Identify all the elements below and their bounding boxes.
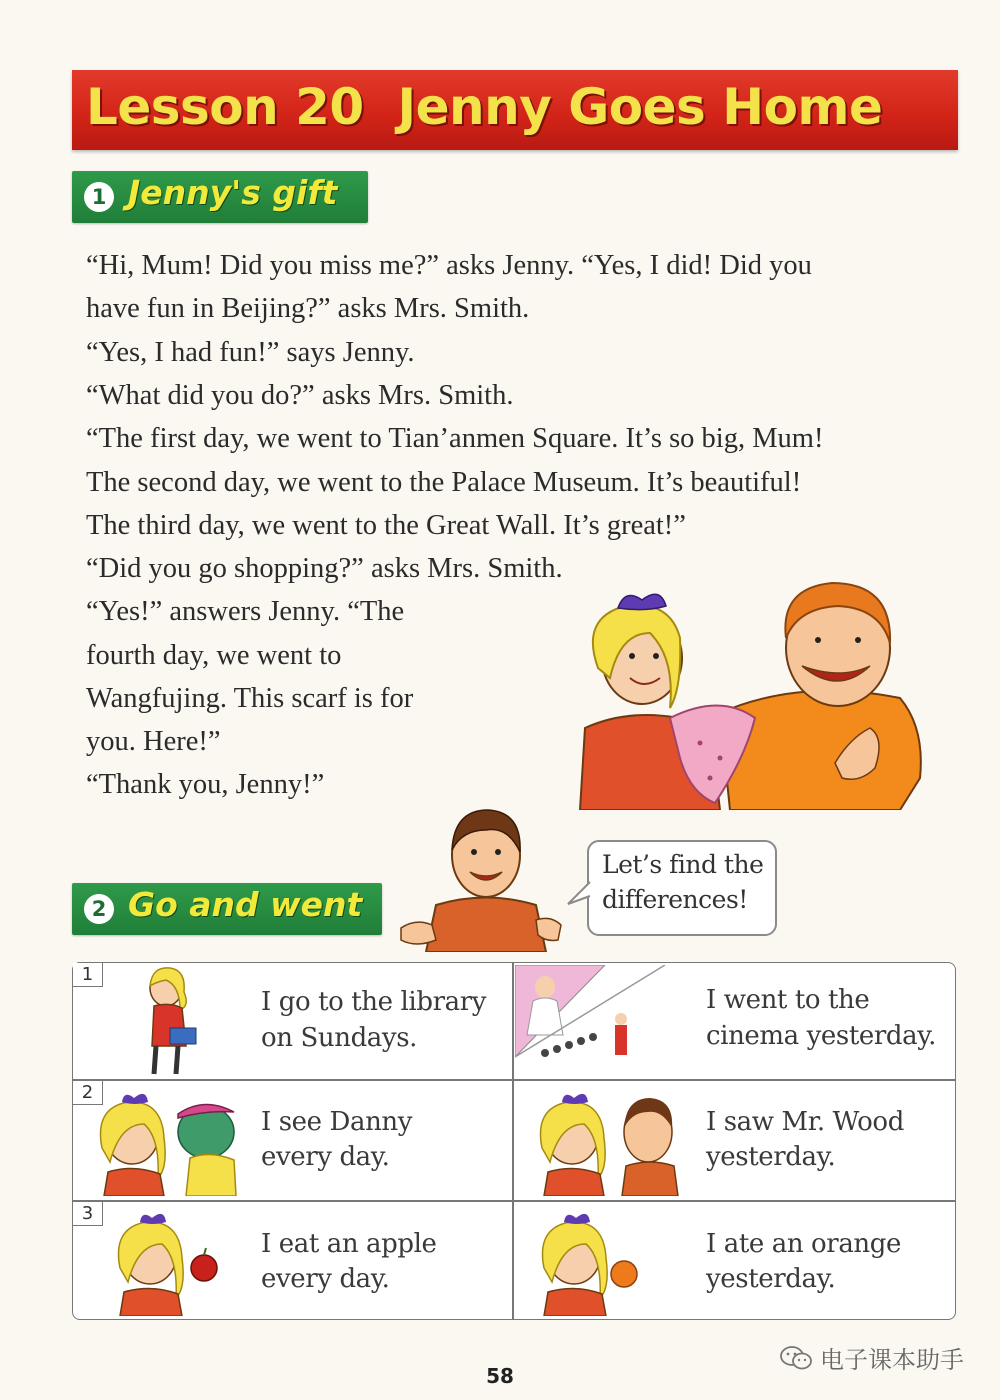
row1-left-line1: I go to the library: [261, 987, 487, 1017]
story-line: Wangfujing. This scarf is for: [86, 683, 414, 714]
row3-right-line2: yesterday.: [706, 1264, 836, 1294]
row1-left-line2: on Sundays.: [261, 1023, 418, 1053]
bubble-text: differences!: [602, 885, 748, 914]
story-line: The third day, we went to the Great Wall. It’s great!”: [86, 510, 686, 541]
row3-right-line1: I ate an orange: [706, 1229, 902, 1259]
cinema-illustration: [515, 965, 675, 1077]
section-label-go-and-went: Go and went: [128, 885, 363, 924]
row1-right-line1: I went to the: [706, 985, 870, 1015]
story-line: “Yes!” answers Jenny. “The: [86, 596, 405, 627]
table-divider: [72, 1200, 956, 1202]
story-line: “The first day, we went to Tian’anmen Square. It’s so big, Mum!: [86, 423, 824, 454]
jenny-apple-illustration: [108, 1208, 224, 1316]
row-number: 3: [73, 1202, 103, 1226]
jenny-orange-illustration: [532, 1208, 648, 1316]
story-line: have fun in Beijing?” asks Mrs. Smith.: [86, 293, 530, 324]
story-line: The second day, we went to the Palace Museum. It’s beautiful!: [86, 467, 802, 498]
story-line: fourth day, we went to: [86, 640, 342, 671]
watermark: [780, 1340, 964, 1375]
row2-left-line2: every day.: [261, 1142, 390, 1172]
row3-left-line2: every day.: [261, 1264, 390, 1294]
story-line: “Thank you, Jenny!”: [86, 769, 325, 800]
table-divider: [72, 1079, 956, 1081]
row-number: 1: [73, 963, 103, 987]
row-number: 2: [73, 1081, 103, 1105]
row2-right-line1: I saw Mr. Wood: [706, 1107, 904, 1137]
story-line: “Hi, Mum! Did you miss me?” asks Jenny. “Yes, I did! Did you: [86, 250, 812, 281]
jenny-and-mr-wood-illustration: [528, 1088, 698, 1196]
boy-illustration: [396, 800, 572, 952]
row1-right-line2: cinema yesterday.: [706, 1021, 936, 1051]
watermark-text: 电子课本助手: [820, 1346, 964, 1374]
section-label-jennys-gift: Jenny's gift: [128, 173, 338, 212]
girl-library-illustration: [130, 966, 210, 1076]
section-number-1: 1: [84, 182, 114, 212]
bubble-text: Let’s find the: [602, 850, 764, 879]
table-divider: [512, 962, 514, 1320]
story-line: “Did you go shopping?” asks Mrs. Smith.: [86, 553, 563, 584]
story-line: “What did you do?” asks Mrs. Smith.: [86, 380, 514, 411]
lesson-title: Lesson 20 Jenny Goes Home: [86, 78, 883, 136]
speech-bubble-tail: [566, 880, 592, 910]
page-number: 58: [486, 1364, 514, 1388]
section-number-2: 2: [84, 894, 114, 924]
row2-right-line2: yesterday.: [706, 1142, 836, 1172]
story-line: “Yes, I had fun!” says Jenny.: [86, 337, 415, 368]
story-line: you. Here!”: [86, 726, 221, 757]
wechat-icon: [780, 1345, 812, 1371]
row3-left-line1: I eat an apple: [261, 1229, 437, 1259]
row2-left-line1: I see Danny: [261, 1107, 413, 1137]
jenny-and-mum-illustration: [570, 578, 940, 810]
jenny-and-danny-illustration: [94, 1088, 244, 1196]
